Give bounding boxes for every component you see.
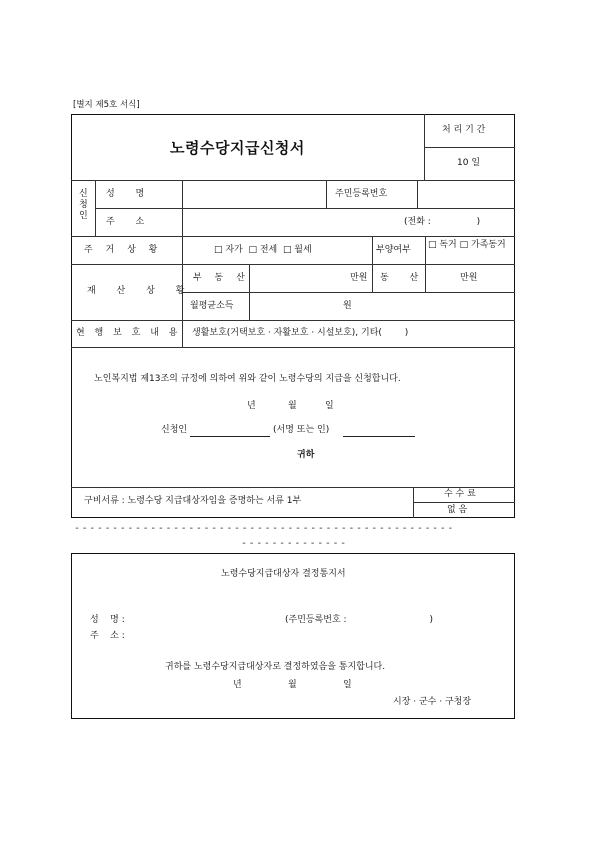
application-form [71, 114, 515, 518]
monthly-income-unit[interactable]: 원 [343, 301, 352, 311]
divider [182, 320, 183, 347]
notice-resident-id-label: (주민등록번호 : ) [285, 615, 434, 625]
notice-date-month: 월 [288, 680, 297, 690]
divider [372, 236, 373, 264]
divider [71, 320, 515, 321]
divider [71, 180, 515, 181]
name-field[interactable] [184, 182, 324, 206]
divider [425, 236, 426, 264]
form-title: 노령수당지급신청서 [170, 139, 305, 157]
application-statement: 노인복지법 제13조의 규정에 의하여 위와 같이 노령수당의 지급을 신청합니다. [94, 374, 401, 384]
resident-id-label: 주민등록번호 [335, 189, 388, 199]
addressee: 귀하 [297, 450, 315, 460]
dependents-label: 부양여부 [376, 245, 411, 255]
form-number-label: [별지 제5호 서식] [73, 100, 140, 110]
date-month: 월 [288, 401, 297, 411]
current-protection-value[interactable]: 생활보호(거택보호 · 자활보호 · 시설보호), 기타( ) [192, 328, 409, 338]
divider [424, 147, 515, 148]
name-label: 성 명 [106, 189, 154, 199]
monthly-income-label: 월평균소득 [190, 301, 234, 311]
date-year: 년 [247, 401, 256, 411]
divider [372, 264, 373, 292]
movable-property-label: 동 산 [380, 273, 428, 283]
notice-title: 노령수당지급대상자 결정통지서 [221, 569, 346, 579]
real-estate-label: 부 동 산 [193, 273, 250, 283]
divider [413, 502, 515, 503]
housing-label: 주 거 상 황 [84, 245, 163, 255]
signature-note: (서명 또는 인) [273, 425, 330, 435]
cut-line: -------------------------------------------------- [74, 523, 456, 534]
notice-issuer: 시장 · 군수 · 구청장 [393, 697, 472, 707]
address-field[interactable] [184, 210, 394, 234]
current-protection-label: 현 행 보 호 내 용 [76, 328, 181, 338]
divider [417, 180, 418, 208]
divider [182, 236, 183, 264]
applicant-group-label: 신 청 인 [79, 189, 88, 221]
address-label: 주 소 [106, 217, 154, 227]
divider [95, 208, 515, 209]
divider [71, 487, 515, 488]
housing-options[interactable]: □ 자가 □ 전세 □ 월세 [214, 245, 312, 255]
notice-date-day: 일 [343, 680, 352, 690]
processing-period-value: 10 일 [457, 158, 481, 168]
required-documents: 구비서류 : 노령수당 지급대상자임을 증명하는 서류 1부 [84, 496, 302, 506]
resident-id-field[interactable] [419, 182, 513, 206]
fee-label: 수 수 료 [444, 489, 476, 499]
dependents-options[interactable]: □ 독거 □ 가족동거 [428, 240, 506, 250]
divider [326, 180, 327, 208]
notice-body: 귀하를 노령수당지급대상자로 결정하였음을 통지합니다. [165, 662, 386, 672]
signer-label: 신청인 [161, 425, 188, 435]
notice-name-label: 성 명 : [90, 615, 125, 625]
fee-value: 없 음 [447, 505, 468, 515]
cut-line: -------------- [241, 538, 348, 549]
divider [71, 347, 515, 348]
signer-name-line[interactable] [190, 427, 270, 437]
date-day: 일 [325, 401, 334, 411]
notice-date-year: 년 [233, 680, 242, 690]
divider [71, 236, 515, 237]
phone-label: (전화 : ) [404, 217, 481, 227]
divider [71, 264, 515, 265]
divider [182, 292, 515, 293]
movable-property-unit[interactable]: 만원 [460, 273, 478, 283]
signature-line[interactable] [343, 427, 415, 437]
property-label: 재 산 상 황 [87, 286, 194, 296]
notice-address-label: 주 소 : [90, 631, 125, 641]
real-estate-unit[interactable]: 만원 [350, 273, 368, 283]
processing-period-label: 처 리 기 간 [442, 125, 486, 135]
